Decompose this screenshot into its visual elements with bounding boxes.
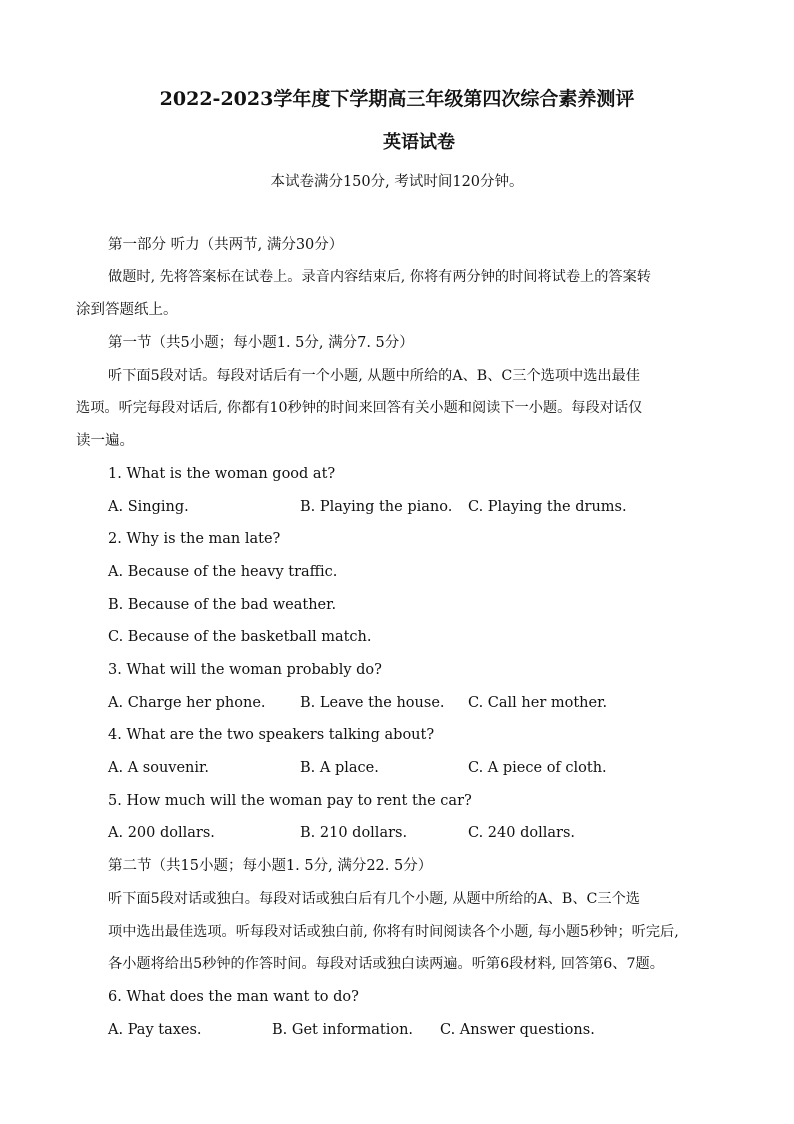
exam-title: 2022-2023学年度下学期高三年级第四次综合素养测评 — [159, 88, 635, 110]
question-stem: 5. How much will the woman pay to rent the car? — [108, 793, 472, 809]
section1-instruction-line-1: 听下面5段对话。每段对话后有一个小题, 从题中所给的A、B、C三个选项中选出最佳 — [108, 368, 640, 384]
exam-note: 本试卷满分150分, 考试时间120分钟。 — [270, 174, 524, 190]
option-c: C. Answer questions. — [440, 1022, 595, 1038]
option-b: B. 210 dollars. — [300, 825, 408, 841]
part1-instruction-line-1: 做题时, 先将答案标在试卷上。录音内容结束后, 你将有两分钟的时间将试卷上的答案转 — [108, 269, 651, 285]
option-a: A. Singing. — [108, 499, 189, 515]
part1-heading: 第一部分 听力（共两节, 满分30分） — [108, 237, 344, 253]
section1-instruction-line-2: 选项。听完每段对话后, 你都有10秒钟的时间来回答有关小题和阅读下一小题。每段对话仅 — [76, 400, 643, 416]
option-b: B. Because of the bad weather. — [108, 597, 337, 613]
question-stem: 1. What is the woman good at? — [108, 466, 336, 482]
option-c: C. A piece of cloth. — [468, 760, 607, 776]
option-b: B. Get information. — [272, 1022, 414, 1038]
option-c: C. Playing the drums. — [468, 499, 627, 515]
exam-subtitle: 英语试卷 — [383, 132, 455, 153]
option-c: C. 240 dollars. — [468, 825, 575, 841]
option-a: A. Because of the heavy traffic. — [108, 564, 338, 580]
part1-instruction-line-2: 涂到答题纸上。 — [76, 302, 178, 318]
section1-instruction-line-3: 读一遍。 — [76, 433, 134, 449]
option-b: B. A place. — [300, 760, 379, 776]
option-c: C. Call her mother. — [468, 695, 608, 711]
option-c: C. Because of the basketball match. — [108, 629, 372, 645]
option-a: A. 200 dollars. — [108, 825, 215, 841]
option-b: B. Playing the piano. — [300, 499, 453, 515]
question-stem: 4. What are the two speakers talking about? — [108, 727, 435, 743]
question-stem: 2. Why is the man late? — [108, 531, 281, 547]
section2-instruction-line-1: 听下面5段对话或独白。每段对话或独白后有几个小题, 从题中所给的A、B、C三个选 — [108, 891, 640, 907]
section2-instruction-line-2: 项中选出最佳选项。听每段对话或独白前, 你将有时间阅读各个小题, 每小题5秒钟；听完后, — [108, 924, 679, 940]
option-a: A. Charge her phone. — [108, 695, 266, 711]
section2-heading: 第二节（共15小题；每小题1. 5分, 满分22. 5分） — [108, 858, 433, 874]
section1-heading: 第一节（共5小题；每小题1. 5分, 满分7. 5分） — [108, 335, 414, 351]
section2-instruction-line-3: 各小题将给出5秒钟的作答时间。每段对话或独白读两遍。听第6段材料, 回答第6、7题。 — [108, 956, 664, 972]
option-a: A. Pay taxes. — [108, 1022, 202, 1038]
question-stem: 6. What does the man want to do? — [108, 989, 359, 1005]
question-stem: 3. What will the woman probably do? — [108, 662, 382, 678]
option-b: B. Leave the house. — [300, 695, 445, 711]
option-a: A. A souvenir. — [108, 760, 209, 776]
